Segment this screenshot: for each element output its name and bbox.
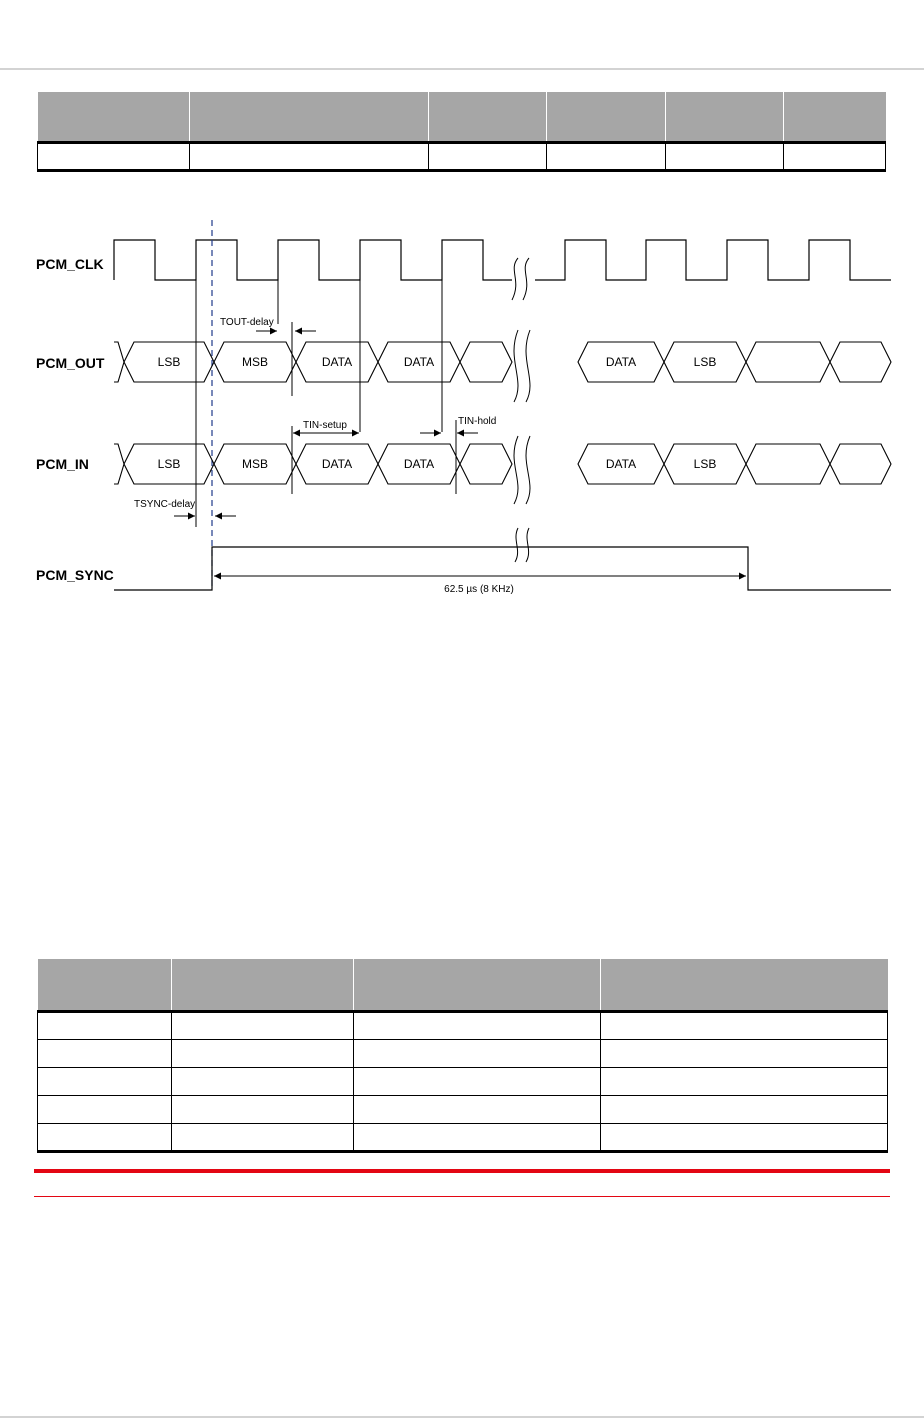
table-row — [38, 142, 886, 170]
bus-cell-label: MSB — [241, 457, 269, 471]
bus-cell-label: DATA — [403, 457, 435, 471]
bus-cell — [830, 342, 891, 382]
bus-cell-label: DATA — [605, 355, 637, 369]
table-header-row — [38, 959, 888, 1011]
table-cell — [429, 142, 547, 170]
tin-hold-label: TIN-hold — [458, 416, 497, 427]
tsync-delay-label: TSYNC-delay — [134, 499, 196, 510]
pcm-clk-label: PCM_CLK — [36, 256, 104, 272]
table-cell — [354, 1067, 601, 1095]
bus-cell-label: MSB — [241, 355, 269, 369]
footer-red-rule — [34, 1169, 890, 1173]
table-cell — [601, 1095, 888, 1123]
table-header-cell — [429, 92, 547, 142]
table-cell — [172, 1095, 354, 1123]
table-cell — [38, 1123, 172, 1151]
pcm-timing-diagram — [0, 210, 924, 610]
bus-cell-label: LSB — [157, 355, 181, 369]
table-header-row — [38, 92, 886, 142]
pcm-sync-label: PCM_SYNC — [36, 567, 114, 583]
pcm-config-table — [37, 959, 888, 1153]
bus-cell — [746, 444, 830, 484]
frame-period-label: 62.5 µs (8 KHz) — [444, 584, 514, 595]
tin-hold-annotation — [420, 416, 496, 494]
bus-cell — [830, 444, 891, 484]
table-row — [38, 1039, 888, 1067]
bus-cell-label: DATA — [321, 355, 353, 369]
table-cell — [547, 142, 666, 170]
table-cell — [38, 1095, 172, 1123]
table-cell — [172, 1067, 354, 1095]
timing-parameter-table — [37, 92, 886, 172]
table-header-cell — [547, 92, 666, 142]
table-cell — [601, 1039, 888, 1067]
bus-cell-lead — [114, 444, 124, 484]
footer-red-thin-rule — [34, 1196, 890, 1197]
frame-period-annotation — [214, 576, 746, 595]
bus-cell-label: LSB — [693, 355, 717, 369]
bus-cell-label: DATA — [321, 457, 353, 471]
table-header-cell — [190, 92, 429, 142]
pcm-in-label: PCM_IN — [36, 456, 89, 472]
table-cell — [172, 1039, 354, 1067]
table-cell — [172, 1123, 354, 1151]
tsync-delay-annotation — [134, 499, 236, 516]
table-cell — [190, 142, 429, 170]
bus-cell-label: LSB — [157, 457, 181, 471]
table-cell — [354, 1011, 601, 1039]
bus-cell-label: DATA — [605, 457, 637, 471]
tout-delay-label: TOUT-delay — [220, 317, 274, 328]
bus-cell — [460, 444, 512, 484]
table-header-cell — [601, 959, 888, 1011]
table-header-cell — [784, 92, 886, 142]
table-cell — [38, 1011, 172, 1039]
bus-cell-lead — [114, 342, 124, 382]
pcm-out-label: PCM_OUT — [36, 355, 105, 371]
header-divider — [0, 68, 924, 70]
time-break-marks — [512, 258, 530, 562]
table-header-cell — [172, 959, 354, 1011]
table-cell — [784, 142, 886, 170]
table-cell — [38, 1067, 172, 1095]
page-bottom-divider — [0, 1416, 924, 1418]
bus-cell — [460, 342, 512, 382]
pcm-out-bus — [114, 342, 891, 382]
table-cell — [601, 1067, 888, 1095]
table-row — [38, 1095, 888, 1123]
pcm-clk-waveform — [114, 240, 891, 280]
table-row — [38, 1011, 888, 1039]
table-row — [38, 1067, 888, 1095]
table-cell — [666, 142, 784, 170]
table-row — [38, 1123, 888, 1151]
table-cell — [354, 1123, 601, 1151]
table-cell — [38, 142, 190, 170]
bus-cell — [746, 342, 830, 382]
table-cell — [354, 1039, 601, 1067]
table-cell — [601, 1011, 888, 1039]
table-cell — [354, 1095, 601, 1123]
table-header-cell — [38, 92, 190, 142]
table-cell — [38, 1039, 172, 1067]
table-header-cell — [666, 92, 784, 142]
table-cell — [172, 1011, 354, 1039]
pcm-in-bus — [114, 444, 891, 484]
bus-cell-label: LSB — [693, 457, 717, 471]
table-header-cell — [38, 959, 172, 1011]
tin-setup-label: TIN-setup — [303, 420, 347, 431]
bus-cell-label: DATA — [403, 355, 435, 369]
table-cell — [601, 1123, 888, 1151]
table-header-cell — [354, 959, 601, 1011]
